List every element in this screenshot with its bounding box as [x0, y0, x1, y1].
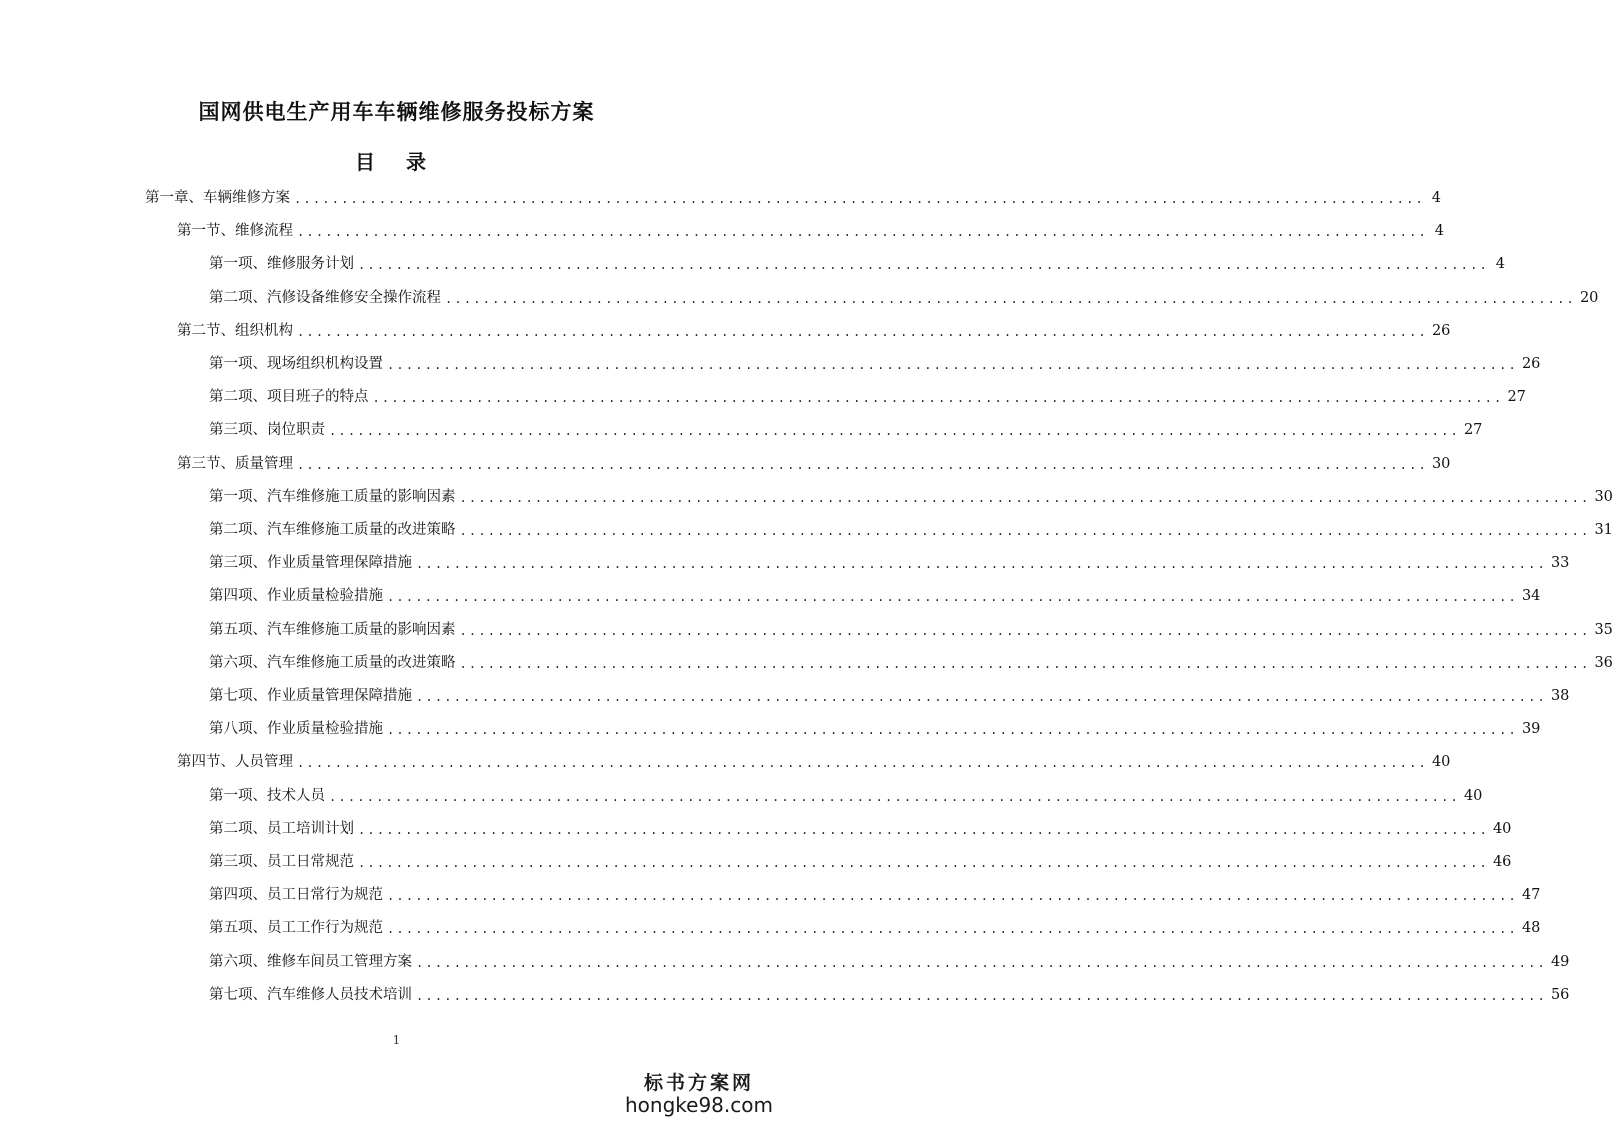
toc-entry[interactable]: [209, 483, 1613, 507]
toc-dot-leader: ........................................................................................................................: [387, 723, 1518, 737]
toc-entry-label: 第一项、汽车维修施工质量的影响因素: [209, 489, 456, 505]
watermark-cn-text: 标书方案网: [643, 1072, 754, 1094]
toc-entry[interactable]: [177, 450, 1451, 474]
toc-entry[interactable]: [209, 782, 1483, 806]
toc-entry-page: 40: [1463, 788, 1483, 804]
toc-entry-label: 第五项、员工工作行为规范: [209, 920, 383, 936]
toc-dot-leader: ........................................................................................................................: [294, 192, 1425, 206]
toc-dot-leader: ........................................................................................................................: [387, 358, 1518, 372]
toc-dot-leader: ........................................................................................................................: [387, 922, 1518, 936]
toc-dot-leader: ........................................................................................................................: [329, 424, 1460, 438]
toc-entry[interactable]: [209, 416, 1483, 440]
toc-entry-page: 38: [1550, 688, 1570, 704]
toc-entry[interactable]: [209, 549, 1570, 573]
toc-entry-page: 27: [1507, 389, 1526, 405]
toc-dot-leader: ........................................................................................................................: [297, 225, 1428, 239]
toc-entry[interactable]: [177, 748, 1451, 772]
toc-entry[interactable]: [209, 815, 1512, 839]
toc-entry[interactable]: [209, 881, 1541, 905]
toc-entry-label: 第三项、岗位职责: [209, 422, 325, 438]
toc-entry-page: 26: [1521, 356, 1541, 372]
toc-entry[interactable]: [145, 184, 1441, 208]
toc-dot-leader: ........................................................................................................................: [387, 590, 1518, 604]
toc-entry[interactable]: [209, 914, 1541, 938]
toc-dot-leader: ........................................................................................................................: [459, 524, 1591, 538]
toc-dot-leader: ........................................................................................................................: [358, 856, 1489, 870]
toc-entry[interactable]: [209, 981, 1570, 1005]
toc-entry-label: 第一项、技术人员: [209, 788, 325, 804]
toc-dot-leader: ........................................................................................................................: [445, 292, 1576, 306]
toc-dot-leader: ........................................................................................................................: [459, 657, 1591, 671]
toc-entry-page: 20: [1579, 290, 1599, 306]
watermark: [619, 1068, 779, 1117]
toc-dot-leader: ........................................................................................................................: [459, 624, 1591, 638]
toc-entry-page: 48: [1521, 920, 1541, 936]
toc-entry-label: 第一项、现场组织机构设置: [209, 356, 383, 372]
toc-entry-label: 第二节、组织机构: [177, 323, 293, 339]
toc-entry-label: 第二项、项目班子的特点: [209, 389, 369, 405]
page-title: 国网供电生产用车车辆维修服务投标方案: [198, 99, 595, 124]
toc-entry-page: 30: [1594, 489, 1613, 505]
toc-dot-leader: ........................................................................................................................: [329, 790, 1460, 804]
toc-entry-page: 40: [1431, 754, 1451, 770]
toc-entry[interactable]: [209, 715, 1541, 739]
toc-entry[interactable]: [177, 217, 1444, 241]
toc-entry[interactable]: [209, 250, 1505, 274]
toc-entry[interactable]: [209, 948, 1570, 972]
toc-entry-label: 第二项、员工培训计划: [209, 821, 354, 837]
toc-entry[interactable]: [209, 383, 1526, 407]
toc-entry-page: 31: [1594, 522, 1613, 538]
toc-entry-page: 33: [1550, 555, 1570, 571]
toc-entry[interactable]: [209, 350, 1541, 374]
toc-entry-page: 49: [1550, 954, 1570, 970]
toc-entry-label: 第五项、汽车维修施工质量的影响因素: [209, 622, 456, 638]
toc-entry[interactable]: [209, 516, 1613, 540]
toc-entry-label: 第八项、作业质量检验措施: [209, 721, 383, 737]
toc-entry-page: 36: [1594, 655, 1613, 671]
toc-entry-page: 4: [1431, 190, 1441, 206]
toc-entry[interactable]: [209, 848, 1512, 872]
toc-dot-leader: ........................................................................................................................: [372, 391, 1504, 405]
toc-entry-label: 第三节、质量管理: [177, 456, 293, 472]
toc-entry-page: 47: [1521, 887, 1541, 903]
toc-entry-label: 第一项、维修服务计划: [209, 256, 354, 272]
toc-dot-leader: ........................................................................................................................: [416, 557, 1547, 571]
toc-dot-leader: ........................................................................................................................: [416, 956, 1547, 970]
toc-entry-label: 第七项、作业质量管理保障措施: [209, 688, 412, 704]
watermark-url-text: hongke98.com: [625, 1093, 773, 1117]
toc-entry-label: 第七项、汽车维修人员技术培训: [209, 987, 412, 1003]
toc-entry-label: 第四项、员工日常行为规范: [209, 887, 383, 903]
page-number: 1: [392, 1033, 401, 1047]
toc-entry[interactable]: [177, 317, 1451, 341]
toc-entry-page: 39: [1521, 721, 1541, 737]
toc-entry-page: 4: [1495, 256, 1505, 272]
toc-entry-label: 第六项、维修车间员工管理方案: [209, 954, 412, 970]
toc-entry-page: 4: [1434, 223, 1444, 239]
toc-entry-label: 第一章、车辆维修方案: [145, 190, 290, 206]
toc-entry-page: 35: [1594, 622, 1613, 638]
toc-entry-label: 第三项、作业质量管理保障措施: [209, 555, 412, 571]
toc-entry-page: 26: [1431, 323, 1451, 339]
toc-dot-leader: ........................................................................................................................: [297, 325, 1428, 339]
toc-dot-leader: ........................................................................................................................: [358, 823, 1489, 837]
toc-entry[interactable]: [209, 582, 1541, 606]
toc-dot-leader: ........................................................................................................................: [416, 989, 1547, 1003]
toc-entry[interactable]: [209, 682, 1570, 706]
toc-entry-page: 56: [1550, 987, 1570, 1003]
toc-dot-leader: ........................................................................................................................: [387, 889, 1518, 903]
toc-entry-page: 34: [1521, 588, 1541, 604]
toc-entry-label: 第二项、汽修设备维修安全操作流程: [209, 290, 441, 306]
toc-entry-label: 第四项、作业质量检验措施: [209, 588, 383, 604]
toc-entry-label: 第三项、员工日常规范: [209, 854, 354, 870]
toc-dot-leader: ........................................................................................................................: [297, 458, 1428, 472]
toc-dot-leader: ........................................................................................................................: [459, 491, 1591, 505]
toc-entry-page: 40: [1492, 821, 1512, 837]
toc-entry-label: 第二项、汽车维修施工质量的改进策略: [209, 522, 456, 538]
toc-entry[interactable]: [209, 284, 1599, 308]
toc-entry-page: 46: [1492, 854, 1512, 870]
toc-entry-label: 第一节、维修流程: [177, 223, 293, 239]
toc-entry[interactable]: [209, 649, 1613, 673]
toc-dot-leader: ........................................................................................................................: [297, 756, 1428, 770]
toc-dot-leader: ........................................................................................................................: [358, 258, 1489, 272]
toc-entry-label: 第六项、汽车维修施工质量的改进策略: [209, 655, 456, 671]
toc-entry-page: 27: [1463, 422, 1483, 438]
toc-entry-label: 第四节、人员管理: [177, 754, 293, 770]
toc-dot-leader: ........................................................................................................................: [416, 690, 1547, 704]
toc-heading: 目 录: [355, 150, 438, 174]
toc-entry[interactable]: [209, 616, 1613, 640]
toc-entry-page: 30: [1431, 456, 1451, 472]
